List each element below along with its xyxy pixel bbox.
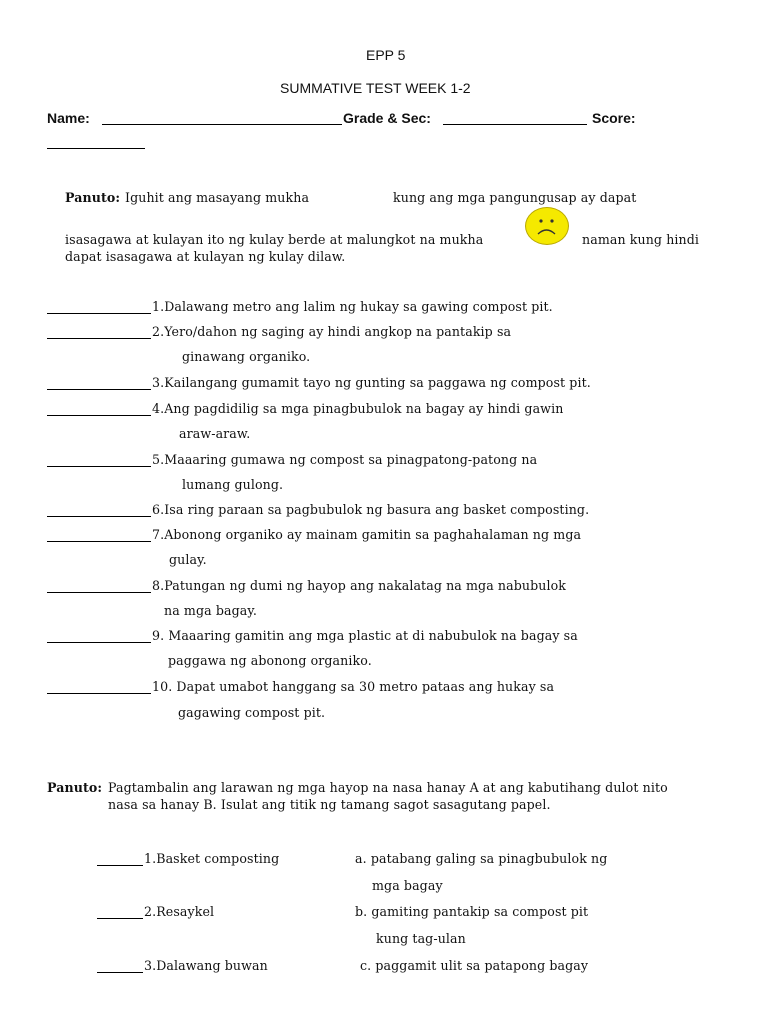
item-1-answer-blank[interactable] [47, 313, 151, 314]
item-7-answer-blank[interactable] [47, 541, 151, 542]
part1-instruction-text-1a: Iguhit ang masayang mukha [125, 190, 310, 205]
part2-instruction-label: Panuto: [47, 780, 103, 795]
item-10-continuation: gagawing compost pit. [178, 705, 326, 720]
subject-title: EPP 5 [366, 47, 406, 63]
match-2-column-b-cont: kung tag-ulan [376, 931, 466, 946]
part1-instruction-label: Panuto: [65, 190, 121, 205]
item-2-answer-blank[interactable] [47, 338, 151, 339]
item-7-continuation: gulay. [169, 552, 207, 567]
part1-instruction-text-2a: isasagawa at kulayan ito ng kulay berde at malungkot na mukha [65, 232, 484, 247]
item-6-answer-blank[interactable] [47, 516, 151, 517]
match-2-answer-blank[interactable] [97, 918, 143, 919]
match-2-column-b: b. gamiting pantakip sa compost pit [355, 904, 589, 919]
item-6-text: 6.Isa ring paraan sa pagbubulok ng basura ang basket composting. [152, 502, 590, 517]
item-5-text: 5.Maaaring gumawa ng compost sa pinagpatong-patong na [152, 452, 538, 467]
match-3-column-b: c. paggamit ulit sa patapong bagay [360, 958, 589, 973]
item-4-continuation: araw-araw. [179, 426, 251, 441]
test-title: SUMMATIVE TEST WEEK 1-2 [280, 80, 471, 96]
item-3-answer-blank[interactable] [47, 389, 151, 390]
item-8-text: 8.Patungan ng dumi ng hayop ang nakalatag na mga nabubulok [152, 578, 567, 593]
sad-face-icon [525, 207, 569, 245]
item-5-answer-blank[interactable] [47, 466, 151, 467]
match-1-column-b: a. patabang galing sa pinagbubulok ng [355, 851, 608, 866]
item-10-answer-blank[interactable] [47, 693, 151, 694]
part1-instruction-text-1b: kung ang mga pangungusap ay dapat [393, 190, 637, 205]
grade-blank[interactable] [443, 124, 587, 125]
item-4-answer-blank[interactable] [47, 415, 151, 416]
part1-instruction-text-3: dapat isasagawa at kulayan ng kulay dilaw. [65, 249, 346, 264]
match-1-column-a: 1.Basket composting [144, 851, 280, 866]
part1-instruction-text-2b: naman kung hindi [582, 232, 700, 247]
item-4-text: 4.Ang pagdidilig sa mga pinagbubulok na bagay ay hindi gawin [152, 401, 564, 416]
item-5-continuation: lumang gulong. [182, 477, 284, 492]
item-2-text: 2.Yero/dahon ng saging ay hindi angkop na pantakip sa [152, 324, 512, 339]
item-7-text: 7.Abonong organiko ay mainam gamitin sa paghahalaman ng mga [152, 527, 582, 542]
name-label: Name: [47, 110, 90, 126]
match-3-answer-blank[interactable] [97, 972, 143, 973]
item-8-continuation: na mga bagay. [164, 603, 258, 618]
item-2-continuation: ginawang organiko. [182, 349, 311, 364]
match-2-column-a: 2.Resaykel [144, 904, 215, 919]
match-1-column-b-cont: mga bagay [372, 878, 443, 893]
item-10-text: 10. Dapat umabot hanggang sa 30 metro pataas ang hukay sa [152, 679, 555, 694]
match-1-answer-blank[interactable] [97, 865, 143, 866]
score-label: Score: [592, 110, 636, 126]
name-blank[interactable] [102, 124, 342, 125]
grade-label: Grade & Sec: [343, 110, 431, 126]
score-blank[interactable] [47, 148, 145, 149]
item-3-text: 3.Kailangang gumamit tayo ng gunting sa paggawa ng compost pit. [152, 375, 591, 390]
item-9-continuation: paggawa ng abonong organiko. [168, 653, 372, 668]
item-1-text: 1.Dalawang metro ang lalim ng hukay sa gawing compost pit. [152, 299, 553, 314]
item-8-answer-blank[interactable] [47, 592, 151, 593]
part2-instruction-text-2: nasa sa hanay B. Isulat ang titik ng tamang sagot sasagutang papel. [108, 797, 551, 812]
match-3-column-a: 3.Dalawang buwan [144, 958, 268, 973]
part2-instruction-text-1: Pagtambalin ang larawan ng mga hayop na nasa hanay A at ang kabutihang dulot nito [108, 780, 668, 795]
item-9-answer-blank[interactable] [47, 642, 151, 643]
item-9-text: 9. Maaaring gamitin ang mga plastic at di nabubulok na bagay sa [152, 628, 578, 643]
